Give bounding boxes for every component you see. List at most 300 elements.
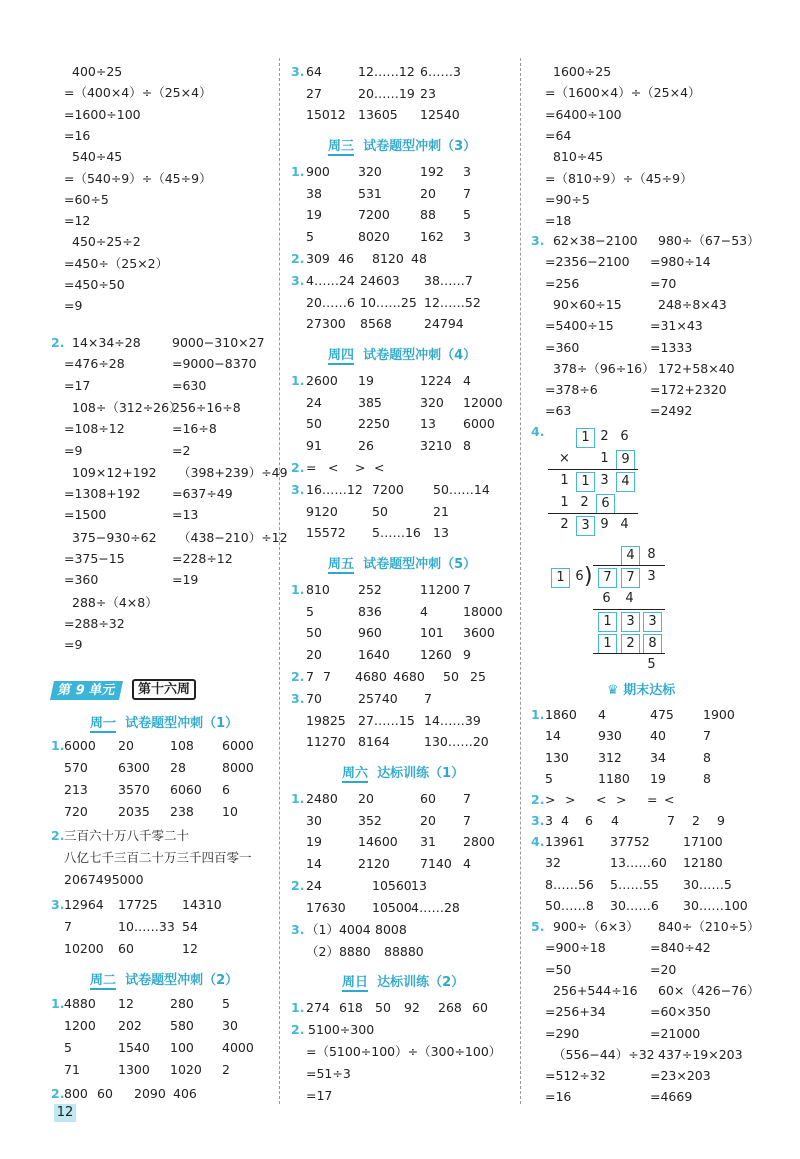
division-bracket: ): [584, 564, 593, 589]
answer-line: 八亿七千三百二十万三千四百零一: [64, 850, 252, 865]
answer-cell: 24: [306, 878, 322, 893]
question-number: 1.: [531, 707, 545, 722]
calc-line: 540÷45: [72, 149, 123, 165]
answer-cell: 5: [463, 207, 471, 222]
answer-cell: 385: [358, 394, 382, 410]
calc-line: =980÷14: [650, 254, 711, 270]
answer-cell: 8164: [358, 734, 390, 749]
answer-cell: 8: [703, 770, 711, 786]
answer-cell: 70: [306, 691, 322, 706]
calc-line: =50: [545, 961, 572, 977]
calc-line: =18: [545, 213, 572, 229]
answer-cell: 7: [424, 691, 432, 706]
calc-line: =21000: [650, 1025, 701, 1041]
section-header-sun: [342, 974, 464, 992]
answer-cell: 17100: [683, 834, 723, 849]
answer-cell: 406: [173, 1086, 197, 1101]
digit: 2: [600, 429, 609, 444]
answer-cell: 14: [545, 728, 561, 744]
answer-cell: 4680: [355, 669, 387, 684]
answer-cell: 27300: [306, 316, 346, 331]
week-badge: 第十六周: [132, 679, 196, 700]
answer-cell: 1900: [703, 707, 735, 722]
answer-cell: 9: [463, 646, 471, 662]
calc-line: 840÷（210÷5）: [658, 919, 760, 934]
calc-line: =17: [64, 377, 91, 393]
digit: 1: [560, 473, 569, 488]
answer-cell: 1224: [420, 373, 452, 388]
answer-cell: 4……28: [411, 899, 460, 915]
answer-cell: 27……15: [358, 712, 415, 728]
digit: 6: [575, 569, 584, 584]
answer-cell: <: [664, 792, 675, 807]
rule-line: [548, 469, 638, 470]
digit: 9: [600, 517, 609, 532]
calc-line: 288÷（4×8）: [72, 594, 158, 610]
answer-cell: 2480: [306, 791, 338, 806]
section-tag: 周日: [342, 975, 369, 990]
digit: 4: [625, 591, 634, 606]
question-number: 2.: [291, 251, 305, 266]
question-number: 5.: [531, 919, 545, 934]
answer-cell: 27: [306, 85, 322, 101]
calc-line: =（540÷9）÷（45÷9）: [64, 170, 212, 186]
answer-cell: 274: [306, 1000, 330, 1015]
calc-line: 14×34÷28: [72, 335, 141, 350]
answer-cell: 10……25: [360, 294, 417, 310]
answer-cell: 19: [358, 373, 374, 388]
answer-cell: 23: [420, 85, 436, 101]
answer-box: 2: [621, 634, 640, 654]
calc-line: =31×43: [650, 318, 703, 334]
answer-cell: 48: [411, 251, 427, 266]
calc-line: =450÷50: [64, 277, 125, 292]
answer-cell: 4: [598, 707, 606, 722]
calc-line: 1600÷25: [553, 64, 612, 79]
question-number: 4.: [531, 834, 545, 849]
rule-line: [548, 513, 638, 514]
answer-cell: 2800: [463, 834, 495, 849]
answer-cell: 60: [472, 1000, 488, 1015]
calc-line: =378÷6: [545, 382, 598, 398]
answer-cell: 2600: [306, 373, 338, 388]
calc-line: =90÷5: [545, 191, 590, 207]
answer-cell: 8: [463, 437, 471, 453]
answer-cell: 5……16: [372, 525, 421, 540]
answer-cell: 1300: [118, 1062, 150, 1077]
answer-cell: 8000: [222, 760, 254, 775]
answer-line: 2067495000: [64, 872, 144, 887]
question-number: 1.: [291, 164, 305, 179]
rule-line: [593, 565, 665, 566]
question-number: 1.: [291, 791, 305, 806]
answer-cell: 14600: [358, 834, 398, 849]
answer-cell: 37752: [610, 834, 650, 849]
answer-cell: 192: [420, 164, 444, 179]
answer-cell: 24: [306, 394, 322, 410]
question-number: 3.: [291, 482, 305, 497]
answer-cell: 7: [463, 812, 471, 828]
answer-cell: 1860: [545, 707, 577, 722]
calc-line: =450÷（25×2）: [64, 255, 169, 271]
answer-cell: >: [616, 792, 627, 807]
calc-line: =6400÷100: [545, 106, 622, 122]
answer-cell: 64: [306, 64, 322, 79]
answer-line: 三百六十万八千零二十: [64, 828, 190, 843]
question-number: 1.: [51, 996, 65, 1011]
answer-cell: 100: [170, 1040, 194, 1055]
question-number: 3.: [51, 897, 65, 912]
answer-cell: 280: [170, 996, 194, 1011]
answer-cell: 1020: [170, 1062, 202, 1077]
question-number: 2.: [51, 1086, 65, 1101]
section-title: 试卷题型冲刺（4）: [354, 348, 477, 363]
section-tag: 周六: [342, 766, 369, 781]
answer-cell: 3: [463, 164, 471, 179]
answer: 88880: [384, 944, 424, 959]
section-tag: 周一: [90, 716, 117, 731]
answer-cell: 7200: [372, 482, 404, 497]
calc-line: =9000−8370: [172, 356, 257, 372]
calc-line: 60×（426−76）: [658, 982, 760, 998]
calc-line: =（1600×4）÷（25×4）: [545, 85, 701, 101]
answer-cell: 320: [358, 164, 382, 179]
calc-line: =23×203: [650, 1068, 711, 1084]
answer-cell: 8: [703, 749, 711, 765]
answer-cell: 6000: [463, 416, 495, 431]
answer-cell: 3: [545, 813, 553, 828]
answer-cell: 54: [182, 919, 198, 934]
calc-line: =2356−2100: [545, 254, 630, 270]
digit: 5: [647, 657, 656, 672]
question-number: 4.: [531, 424, 545, 439]
digit: 6: [620, 429, 629, 444]
digit: 8: [647, 547, 656, 562]
answer-cell: 91: [306, 437, 322, 453]
calc-line: =5400÷15: [545, 318, 614, 334]
question-number: 1.: [291, 582, 305, 597]
answer-cell: 20: [306, 646, 322, 662]
answer-cell: 836: [358, 603, 382, 619]
answer-cell: 15572: [306, 525, 346, 540]
answer-cell: 3: [463, 228, 471, 244]
calc-line: =1333: [650, 339, 693, 355]
calc-line: =63: [545, 403, 572, 419]
section-header-final: [607, 682, 675, 700]
answer-cell: 252: [358, 582, 382, 597]
column-divider: [279, 58, 280, 1104]
digit: 4: [620, 517, 629, 532]
calc-line: =288÷32: [64, 615, 125, 631]
answer-cell: 6300: [118, 760, 150, 775]
question-number: 1.: [291, 1000, 305, 1015]
answer-cell: 7: [463, 582, 471, 597]
answer-box: 3: [576, 516, 595, 536]
answer-cell: 15012: [306, 107, 346, 122]
answer-cell: 3600: [463, 625, 495, 640]
answer-cell: 7: [667, 813, 675, 828]
calc-line: =64: [545, 127, 572, 143]
question-number: 2.: [291, 1022, 305, 1037]
calc-line: 810÷45: [553, 149, 604, 165]
answer-cell: <: [596, 792, 607, 807]
answer-cell: 8568: [360, 316, 392, 331]
calc-line: =476÷28: [64, 356, 125, 372]
answer-cell: 38: [306, 185, 322, 201]
calc-line: 109×12+192: [72, 464, 157, 480]
section-tag: 周三: [328, 139, 355, 154]
answer-cell: 30……100: [683, 897, 748, 913]
answer-cell: 20: [118, 738, 134, 753]
answer-cell: 13: [411, 878, 427, 893]
answer-cell: 8……56: [545, 876, 594, 892]
calc-line: =9: [64, 298, 83, 314]
section-title: 达标训练（2）: [368, 975, 465, 990]
answer-cell: 13: [433, 525, 449, 540]
calc-line: =9: [64, 637, 83, 653]
section-tag: 周四: [328, 348, 355, 363]
answer-box: 7: [598, 568, 617, 588]
answer-cell: 7140: [420, 855, 452, 871]
answer-cell: 24603: [360, 273, 400, 288]
answer-cell: 5: [306, 603, 314, 619]
answer-cell: 24794: [424, 316, 464, 331]
question-number: 2.: [51, 828, 65, 843]
calc-line: 9000−310×27: [172, 335, 265, 350]
answer-cell: 10: [222, 804, 238, 819]
column-divider: [520, 58, 521, 1104]
answer-cell: 30……6: [610, 897, 659, 913]
section-tag: 周二: [90, 973, 117, 988]
answer-cell: 531: [358, 185, 382, 201]
answer-cell: 46: [338, 251, 354, 266]
answer-cell: 11200: [420, 582, 460, 597]
calc-line: =637÷49: [172, 486, 233, 502]
question-number: 2.: [291, 669, 305, 684]
answer-cell: 8120: [372, 251, 404, 266]
section-header-fri: [328, 556, 476, 574]
calc-line: =256: [545, 275, 580, 291]
calc-line: =16: [64, 127, 91, 143]
answer-box: 6: [596, 494, 615, 514]
calc-line: 900÷（6×3）: [553, 919, 639, 934]
question-number: 2.: [291, 878, 305, 893]
calc-line: =1600÷100: [64, 106, 141, 122]
question-number: 1.: [51, 738, 65, 753]
question-number: 2.: [51, 335, 65, 350]
calc-line: 256÷16÷8: [172, 399, 241, 415]
answer-cell: 18000: [463, 603, 503, 619]
calc-line: =16÷8: [172, 421, 217, 437]
answer-cell: <: [328, 460, 339, 475]
answer-cell: 50: [372, 503, 388, 519]
answer-cell: 50: [306, 625, 322, 640]
question-number: 1.: [291, 373, 305, 388]
section-header-wed: [328, 138, 476, 156]
answer-cell: 10500: [372, 899, 412, 915]
answer: 8008: [375, 922, 407, 937]
calc-line: =1308+192: [64, 486, 141, 502]
answer-cell: 60: [118, 941, 134, 956]
answer-box: 7: [621, 568, 640, 588]
answer-cell: 30……5: [683, 876, 732, 892]
answer-cell: 7: [703, 728, 711, 744]
calc-line: 62×38−2100: [553, 233, 638, 248]
calc-line: =375−15: [64, 551, 125, 566]
answer-box: 1: [576, 428, 595, 448]
calc-line: =1500: [64, 507, 107, 523]
answer-cell: =: [306, 460, 317, 475]
trophy-icon: ♛: [607, 683, 624, 698]
page-number: 12: [54, 1104, 76, 1122]
answer-cell: 7: [463, 185, 471, 201]
answer-cell: >: [565, 792, 576, 807]
answer-cell: 1200: [64, 1018, 96, 1033]
answer-cell: 10200: [64, 941, 104, 956]
answer-cell: 12964: [64, 897, 104, 912]
answer-cell: 5: [545, 770, 553, 786]
calc-line: 980÷（67−53）: [658, 233, 760, 248]
answer-cell: 7: [64, 919, 72, 934]
answer-cell: 71: [64, 1062, 80, 1077]
answer-cell: 12180: [683, 855, 723, 871]
answer-cell: 32: [545, 855, 561, 871]
question-number: 2.: [531, 792, 545, 807]
answer-box: 4: [616, 472, 635, 492]
answer-cell: 5: [64, 1040, 72, 1055]
digit: 6: [602, 591, 611, 606]
answer-cell: =: [647, 792, 658, 807]
answer-box: 4: [621, 546, 640, 566]
rule-line: [593, 653, 665, 654]
answer-cell: 101: [420, 625, 444, 640]
answer-cell: 2: [692, 813, 700, 828]
answer-cell: 12……52: [424, 294, 481, 310]
section-title: 试卷题型冲刺（5）: [354, 557, 477, 572]
calc-line: =17: [306, 1088, 333, 1103]
answer-cell: 1260: [420, 646, 452, 662]
answer-cell: 2035: [118, 804, 150, 819]
answer-cell: 720: [64, 804, 88, 819]
answer-cell: 12000: [463, 394, 503, 410]
answer-cell: 960: [358, 625, 382, 640]
answer-cell: 810: [306, 582, 330, 597]
answer-cell: 19: [650, 770, 666, 786]
section-title: 试卷题型冲刺（2）: [116, 973, 239, 988]
calc-line: （556−44）÷32: [553, 1046, 655, 1062]
answer-cell: 17630: [306, 899, 346, 915]
answer-box: 3: [621, 612, 640, 632]
answer-cell: 13: [420, 416, 436, 431]
answer-cell: 800: [64, 1086, 88, 1101]
calc-line: =630: [172, 377, 207, 393]
answer-cell: 570: [64, 760, 88, 775]
answer-cell: 4680: [393, 669, 425, 684]
calc-line: =172+2320: [650, 382, 727, 398]
answer-cell: 352: [358, 812, 382, 828]
answer-cell: 12……12: [358, 64, 415, 79]
calc-line: =60×350: [650, 1004, 711, 1020]
answer-box: 3: [643, 612, 662, 632]
answer-cell: 4: [463, 855, 471, 871]
calc-line: =9: [64, 442, 83, 458]
answer-cell: 60: [97, 1086, 113, 1101]
calc-line: =290: [545, 1025, 580, 1041]
calc-line: 172+58×40: [658, 360, 735, 376]
question-number: 3.: [291, 273, 305, 288]
calc-line: =（810÷9）÷（45÷9）: [545, 170, 693, 186]
answer-cell: 1640: [358, 646, 390, 662]
calc-line: 378÷（96÷16）: [553, 360, 655, 376]
answer-cell: 17725: [118, 897, 158, 912]
question-number: 3.: [531, 813, 545, 828]
answer-cell: 92: [404, 1000, 420, 1015]
answer-cell: <: [374, 460, 385, 475]
answer-cell: 25: [470, 669, 486, 684]
answer-cell: 26: [358, 437, 374, 453]
answer-cell: 2120: [358, 855, 390, 871]
question-number: 3.: [291, 922, 305, 937]
answer-cell: 12: [118, 996, 134, 1011]
digit: 3: [647, 569, 656, 584]
answer-cell: 14: [306, 855, 322, 871]
calc-line: =512÷32: [545, 1068, 606, 1084]
answer-cell: 4880: [64, 996, 96, 1011]
answer-cell: 40: [650, 728, 666, 744]
calc-line: =16: [545, 1089, 572, 1105]
answer-cell: 4……24: [306, 273, 355, 288]
calc-line: =12: [64, 213, 91, 229]
answer-cell: 10560: [372, 878, 412, 893]
answer-cell: 19825: [306, 712, 346, 728]
answer-cell: 50: [375, 1000, 391, 1015]
answer-cell: 20: [420, 812, 436, 828]
answer-cell: 9: [717, 813, 725, 828]
answer-cell: 1540: [118, 1040, 150, 1055]
answer-cell: >: [355, 460, 366, 475]
answer-cell: 213: [64, 782, 88, 797]
answer-cell: 50……8: [545, 897, 594, 913]
calc-line: =4669: [650, 1089, 693, 1105]
answer-cell: >: [545, 792, 556, 807]
answer: （2）8880: [306, 944, 371, 959]
answer: （1）4004: [306, 922, 371, 937]
answer-cell: 2250: [358, 416, 390, 431]
digit: 2: [560, 517, 569, 532]
calc-line: =20: [650, 961, 677, 977]
answer-cell: 130……20: [424, 734, 489, 749]
answer-cell: 202: [118, 1018, 142, 1033]
answer-cell: 14……39: [424, 712, 481, 728]
calc-line: 90×60÷15: [553, 296, 622, 312]
digit: 1: [560, 495, 569, 510]
answer-cell: 60: [420, 791, 436, 806]
answer-cell: 930: [598, 728, 622, 744]
answer-box: 1: [551, 568, 570, 588]
digit: ×: [559, 451, 570, 466]
calc-line: =840÷42: [650, 940, 711, 956]
answer-cell: 5……55: [610, 876, 659, 892]
answer-box: 1: [598, 612, 617, 632]
answer-cell: 4000: [222, 1040, 254, 1055]
answer-cell: 618: [339, 1000, 363, 1015]
rule-line: [593, 609, 665, 610]
answer-cell: 4: [561, 813, 569, 828]
answer-cell: 3570: [118, 782, 150, 797]
calc-line: =（400×4）÷（25×4）: [64, 85, 212, 101]
answer-cell: 38……7: [424, 273, 473, 288]
answer-cell: 580: [170, 1018, 194, 1033]
